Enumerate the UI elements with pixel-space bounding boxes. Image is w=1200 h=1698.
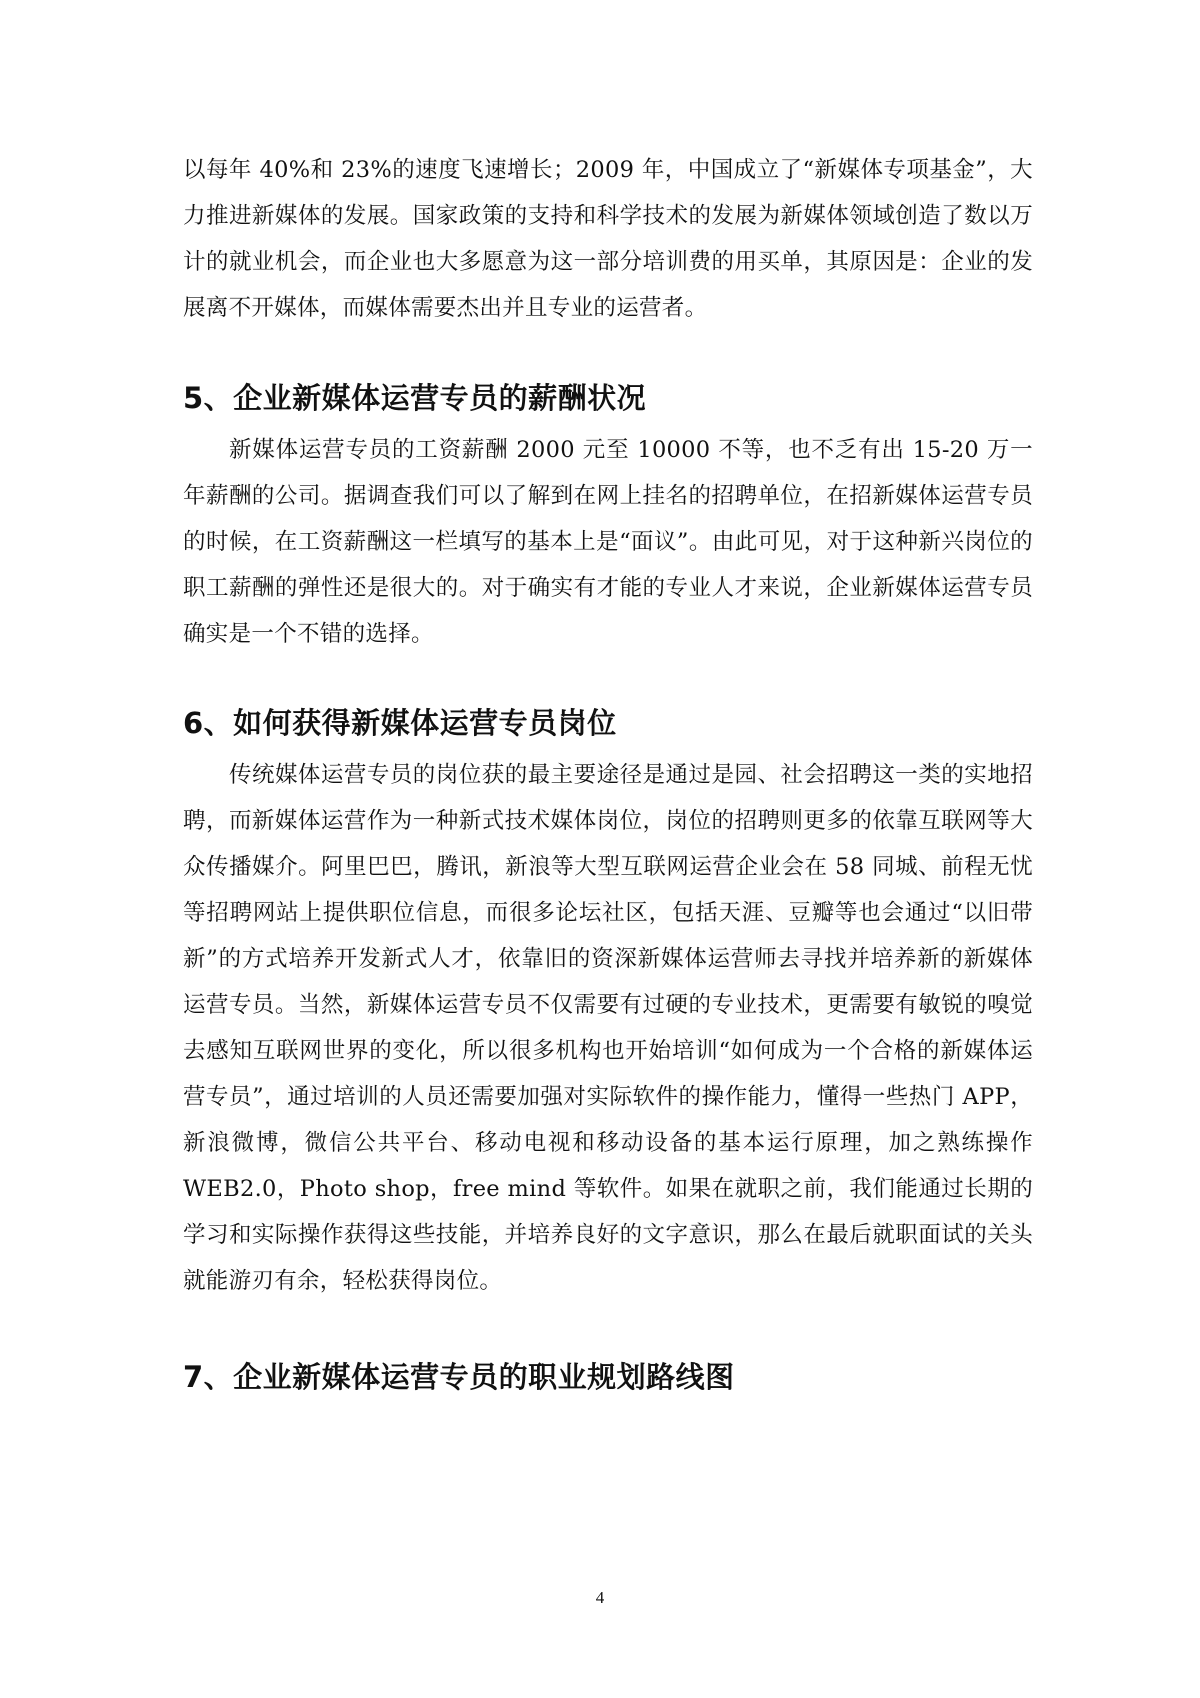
page-number: 4 — [595, 1588, 605, 1607]
section-6-heading: 6、如何获得新媒体运营专员岗位 — [183, 706, 617, 740]
intro-paragraph: 以每年 40%和 23%的速度飞速增长；2009 年，中国成立了“新媒体专项基金”，大力推进新媒体的发展。国家政策的支持和科学技术的发展为新媒体领域创造了数以万计的就业机会，而企业也大多愿意为这一部分培训费的用买单，其原因是：企业的发展离不开媒体，而媒体需要杰出并且专业的运营者。 — [183, 157, 1033, 321]
section-5-heading: 5、企业新媒体运营专员的薪酬状况 — [183, 381, 647, 415]
section-7-heading: 7、企业新媒体运营专员的职业规划路线图 — [183, 1360, 735, 1394]
section-6-paragraph: 传统媒体运营专员的岗位获的最主要途径是通过是园、社会招聘这一类的实地招聘，而新媒体运营作为一种新式技术媒体岗位，岗位的招聘则更多的依靠互联网等大众传播媒介。阿里巴巴，腾讯，新浪等大型互联网运营企业会在 58 同城、前程无忧等招聘网站上提供职位信息，而很多论坛社区，包括天涯、豆瓣等也会通过“以旧带新”的方式培养开发新式人才，依靠旧的资深新媒体运营师去寻找并培养新的新媒体运营专员。当然，新媒体运营专员不仅需要有过硬的专业技术，更需要有敏锐的嗅觉去感知互联网世界的变化，所以很多机构也开始培训“如何成为一个合格的新媒体运营专员”，通过培训的人员还需要加强对实际软件的操作能力，懂得一些热门 APP，新浪微博，微信公共平台、移动电视和移动设备的基本运行原理，加之熟练操作 WEB2.0，Photo shop，free mind 等软件。如果在就职之前，我们能通过长期的学习和实际操作获得这些技能，并培养良好的文字意识，那么在最后就职面试的关头就能游刃有余，轻松获得岗位。 — [183, 762, 1033, 1294]
page-content — [183, 147, 1033, 1397]
section-5-paragraph: 新媒体运营专员的工资薪酬 2000 元至 10000 不等，也不乏有出 15-20 万一年薪酬的公司。据调查我们可以了解到在网上挂名的招聘单位，在招新媒体运营专员的时候，在工资薪酬这一栏填写的基本上是“面议”。由此可见，对于这种新兴岗位的职工薪酬的弹性还是很大的。对于确实有才能的专业人才来说，企业新媒体运营专员确实是一个不错的选择。 — [183, 437, 1033, 647]
